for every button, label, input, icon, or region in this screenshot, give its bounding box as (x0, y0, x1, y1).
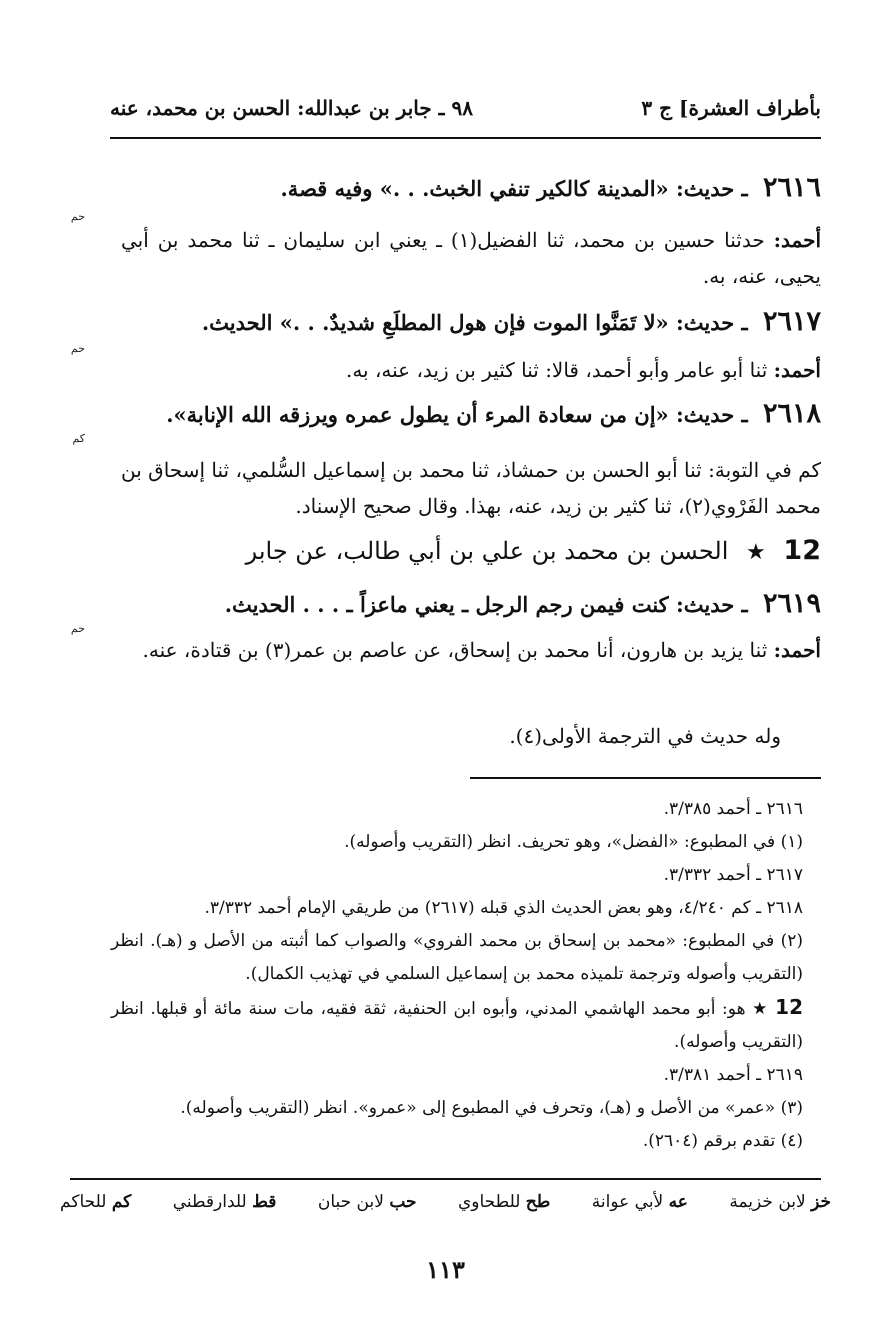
footer-rule (70, 1178, 821, 1180)
isnad-paragraph (121, 632, 821, 668)
isnad-paragraph (121, 352, 821, 388)
hadith-title (202, 306, 821, 337)
isnad-paragraph (121, 222, 821, 294)
hadith-number: ٢٦١٧ (762, 306, 821, 337)
biography-heading (246, 535, 821, 566)
isnad-text: كم في التوبة: ثنا أبو الحسن بن حمشاذ، ثنا محمد بن إسماعيل السُّلمي، ثنا إسحاق بن محمد الفَرْوي(٢)، ثنا كثير بن زيد، عنه، بهذا. وقال صحيح الإسناد. (121, 458, 821, 518)
footnote: (١) في المطبوع: «الفضل»، وهو تحريف. انظر (التقريب وأصوله). (344, 832, 803, 852)
footnotes (111, 793, 821, 1158)
section-title: الحسن بن محمد بن علي بن أبي طالب، عن جابر (245, 537, 729, 565)
hadith-title-text: ـ حديث: «المدينة كالكير تنفي الخبث. . .» وفيه قصة. (280, 176, 748, 201)
isnad-text: حدثنا حسين بن محمد، ثنا الفضيل(١) ـ يعني ابن سليمان ـ ثنا محمد بن أبي يحيى، عنه، به. (121, 228, 821, 288)
source-symbol: كم (72, 432, 85, 445)
siglum: قط للدارقطني (172, 1192, 277, 1212)
cross-reference: وله حديث في الترجمة الأولى(٤). (509, 724, 781, 748)
hadith-number: ٢٦١٦ (762, 172, 821, 203)
sigla-legend (60, 1192, 831, 1212)
footnote: ٢٦١٦ ـ أحمد ٣/٣٨٥. (663, 799, 803, 819)
siglum: خز لابن خزيمة (729, 1192, 831, 1212)
page-number: ١١٣ (426, 1255, 465, 1284)
source-author: أحمد: (773, 358, 821, 382)
footnote-separator (470, 777, 821, 779)
star-icon: ★ (746, 540, 766, 565)
source-author: أحمد: (773, 228, 822, 252)
hadith-title-text: ـ حديث: كنت فيمن رجم الرجل ـ يعني ماعزاً ـ . . . الحديث. (224, 592, 748, 617)
footnote: (٤) تقدم برقم (٢٦٠٤). (642, 1131, 803, 1151)
hadith-title-text: ـ حديث: «لا تَمَنَّوا الموت فإن هول المطلَعِ شديدٌ. . .» الحديث. (201, 310, 748, 335)
siglum: عه لأبي عوانة (591, 1192, 688, 1212)
star-icon: ★ (752, 999, 769, 1019)
footnote: (٢) في المطبوع: «محمد بن إسحاق بن محمد الفروي» والصواب كما أثبته من الأصل و (هـ). انظر (التقريب وأصوله وترجمة تلميذه محمد بن إسماعيل السلمي في تهذيب الكمال). (111, 931, 803, 984)
siglum: طح للطحاوي (457, 1192, 551, 1212)
hadith-number: ٢٦١٩ (762, 588, 821, 619)
source-author: أحمد: (773, 638, 821, 662)
footnote: (٣) «عمر» من الأصل و (هـ)، وتحرف في المطبوع إلى «عمرو». انظر (التقريب وأصوله). (180, 1098, 803, 1118)
hadith-number: ٢٦١٨ (762, 398, 821, 429)
isnad-text: ثنا يزيد بن هارون، أنا محمد بن إسحاق، عن عاصم بن عمر(٣) بن قتادة، عنه. (142, 638, 768, 662)
header-chapter-title: ٩٨ ـ جابر بن عبدالله: الحسن بن محمد، عنه (110, 96, 473, 120)
footnote-biography (111, 991, 821, 1059)
hadith-title (225, 588, 821, 619)
siglum: كم للحاكم (60, 1192, 132, 1212)
source-symbol: حم (70, 342, 85, 355)
hadith-title (166, 398, 821, 429)
hadith-title (281, 172, 822, 203)
hadith-title-text: ـ حديث: «إن من سعادة المرء أن يطول عمره ويرزقه الله الإنابة». (166, 402, 748, 427)
source-symbol: حم (70, 210, 85, 223)
footnote: ٢٦١٧ ـ أحمد ٣/٣٣٢. (663, 865, 803, 885)
footnote: ٢٦١٩ ـ أحمد ٣/٣٨١. (663, 1065, 803, 1085)
header-rule (110, 137, 821, 139)
isnad-text: ثنا أبو عامر وأبو أحمد، قالا: ثنا كثير بن زيد، عنه، به. (345, 358, 768, 382)
header-book-title: بأطراف العشرة] ج ٣ (641, 96, 821, 120)
isnad-paragraph (121, 452, 821, 524)
source-symbol: حم (70, 622, 85, 635)
footnote: ٢٦١٨ ـ كم ٤/٢٤٠، وهو بعض الحديث الذي قبله (٢٦١٧) من طريقي الإمام أحمد ٣/٣٣٢. (204, 898, 803, 918)
footnote-section-number: 12 (775, 995, 803, 1019)
section-number: 12 (783, 535, 821, 566)
footnote-text: هو: أبو محمد الهاشمي المدني، وأبوه ابن الحنفية، ثقة فقيه، مات سنة مائة أو قبلها. انظر (التقريب وأصوله). (111, 999, 803, 1052)
running-header (110, 88, 821, 128)
siglum: حب لابن حبان (317, 1192, 417, 1212)
